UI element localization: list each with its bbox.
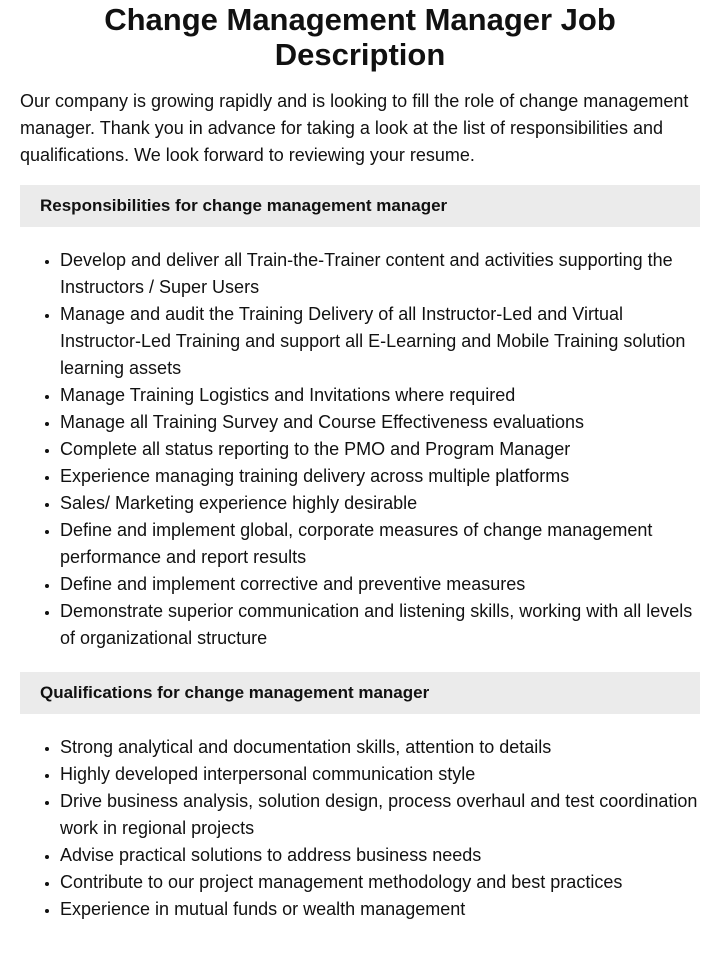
list-item: • Define and implement corrective and preventive measures <box>60 571 700 598</box>
intro-paragraph: Our company is growing rapidly and is looking to fill the role of change management manager. Thank you in advance for taking a look at the list of responsibilities and qualifications. We look forward to reviewing your resume. <box>20 91 689 165</box>
list-item: • Sales/ Marketing experience highly desirable <box>60 490 700 517</box>
page-title: Change Management Manager Job Description <box>104 2 616 72</box>
list-item: • Contribute to our project management methodology and best practices <box>60 869 700 896</box>
list-item: • Experience in mutual funds or wealth management <box>60 896 700 923</box>
list-item: • Demonstrate superior communication and listening skills, working with all levels of organizational structure <box>60 598 700 652</box>
list-item: • Complete all status reporting to the PMO and Program Manager <box>60 436 700 463</box>
list-item: • Manage all Training Survey and Course Effectiveness evaluations <box>60 409 700 436</box>
list-item: • Experience managing training delivery across multiple platforms <box>60 463 700 490</box>
list-item: • Define and implement global, corporate measures of change management performance and report results <box>60 517 700 571</box>
list-item: • Advise practical solutions to address business needs <box>60 842 700 869</box>
job-description-page <box>0 2 720 959</box>
list-item: • Strong analytical and documentation skills, attention to details <box>60 734 700 761</box>
responsibilities-heading: Responsibilities for change management manager <box>20 185 700 227</box>
responsibilities-list <box>20 247 700 652</box>
list-item: • Highly developed interpersonal communication style <box>60 761 700 788</box>
list-item: • Develop and deliver all Train-the-Trainer content and activities supporting the Instructors / Super Users <box>60 247 700 301</box>
qualifications-heading: Qualifications for change management manager <box>20 672 700 714</box>
list-item: • Drive business analysis, solution design, process overhaul and test coordination work in regional projects <box>60 788 700 842</box>
list-item: • Manage and audit the Training Delivery of all Instructor-Led and Virtual Instructor-Led Training and support all E-Learning and Mobile Training solution learning assets <box>60 301 700 382</box>
list-item: • Manage Training Logistics and Invitations where required <box>60 382 700 409</box>
qualifications-list <box>20 734 700 923</box>
